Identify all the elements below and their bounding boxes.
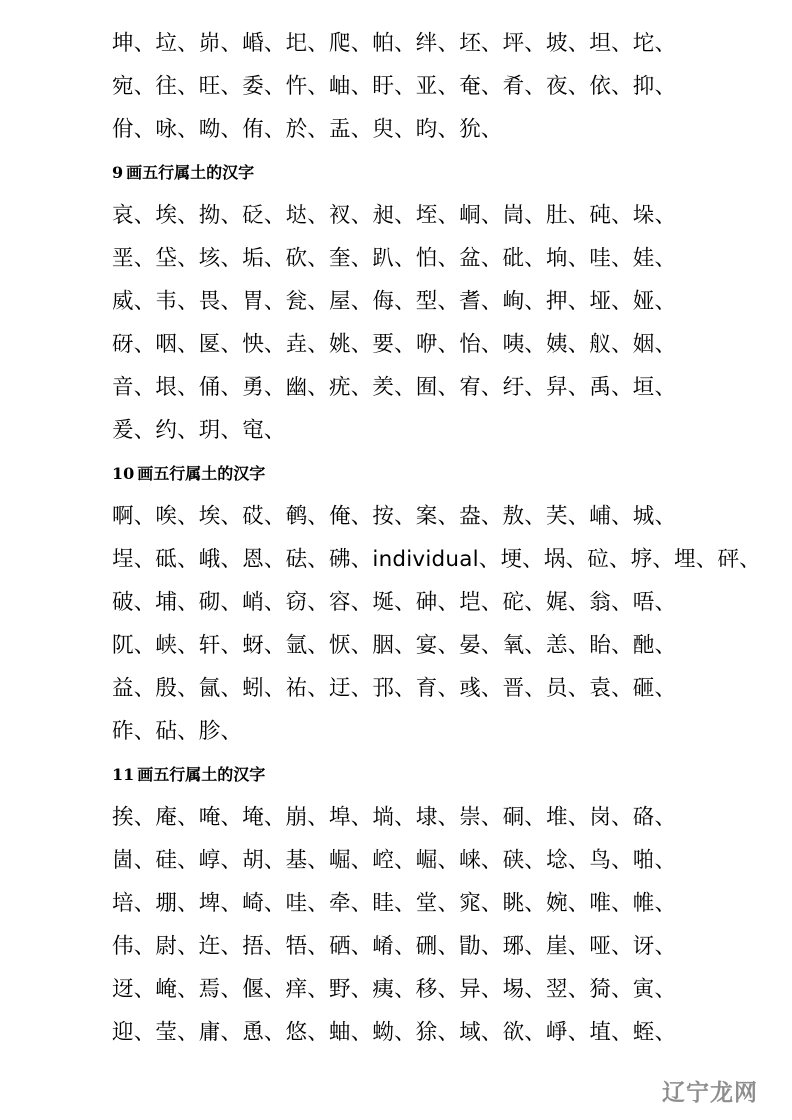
char-block-9stroke — [112, 194, 684, 452]
char-line: 威、韦、畏、胃、瓮、屋、侮、型、耆、峋、押、垭、娅、 — [112, 289, 677, 314]
char-line: 破、埔、砌、峭、窃、容、埏、砷、垲、砣、娓、翁、唔、 — [112, 590, 677, 615]
section-heading-9 — [112, 151, 684, 194]
char-line: 迎、莹、庸、恿、悠、蚰、蚴、狳、域、欲、崢、埴、蛭、 — [112, 1020, 677, 1045]
char-line: 宛、往、旺、委、忤、岫、盱、亚、奄、肴、夜、依、抑、 — [112, 74, 677, 99]
char-line: 益、殷、氤、蚓、祐、迂、邘、育、彧、晋、员、袁、砸、 — [112, 676, 677, 701]
stroke-count: 11 — [112, 765, 135, 784]
char-line: 挨、庵、唵、埯、崩、埠、埫、埭、崇、硐、堆、岗、硌、 — [112, 805, 677, 830]
char-line: 埕、砥、峨、恩、砝、砩、individual、埂、埚、砬、垿、埋、砰、 — [112, 547, 761, 572]
char-block-10stroke — [112, 495, 761, 753]
char-line: 垩、垈、垓、垢、砍、奎、趴、怕、盆、砒、垧、哇、娃、 — [112, 246, 677, 271]
section-heading-10 — [112, 452, 684, 495]
char-line: 啊、唉、埃、砹、鹌、俺、按、案、盎、敖、芺、峬、城、 — [112, 504, 677, 529]
watermark — [642, 1070, 778, 1110]
char-block-8stroke — [112, 22, 684, 151]
char-line: 爰、约、玥、窀、 — [112, 418, 286, 443]
char-line: 伟、尉、迕、捂、牾、硒、崤、硎、勖、琊、崖、哑、讶、 — [112, 934, 677, 959]
char-line: 迓、崦、焉、偃、痒、野、痍、移、异、埸、翌、猗、寅、 — [112, 977, 677, 1002]
char-line: 哀、埃、拗、砭、垯、衩、昶、垤、峒、峝、肚、砘、垛、 — [112, 203, 677, 228]
char-line: 阢、峡、轩、蚜、氩、恹、胭、宴、晏、氧、恙、眙、酏、 — [112, 633, 677, 658]
char-line: 崮、硅、崞、胡、基、崛、崆、崛、崃、硖、埝、鸟、啪、 — [112, 848, 677, 873]
document-content — [112, 22, 761, 1054]
char-line: 佾、咏、呦、侑、於、盂、臾、昀、狁、 — [112, 117, 503, 142]
watermark-text: 辽宁龙网 — [662, 1079, 758, 1106]
char-block-11stroke — [112, 796, 684, 1054]
stroke-count: 10 — [112, 464, 135, 483]
heading-text: 画五行属土的汉字 — [137, 765, 266, 784]
char-line: 音、垠、俑、勇、幽、疣、羑、囿、宥、纡、舁、禹、垣、 — [112, 375, 677, 400]
char-line: 坤、垃、峁、崏、圯、爬、帕、绊、坯、坪、坡、坦、坨、 — [112, 31, 677, 56]
heading-text: 画五行属土的汉字 — [137, 464, 266, 483]
char-line: 砟、砧、胗、 — [112, 719, 243, 744]
char-line: 培、堋、埤、崎、哇、牵、眭、堂、窕、眺、婉、唯、帷、 — [112, 891, 677, 916]
heading-text: 画五行属土的汉字 — [126, 163, 255, 182]
char-line: 砑、咽、匽、怏、垚、姚、要、咿、怡、咦、姨、舣、姻、 — [112, 332, 677, 357]
section-heading-11 — [112, 753, 684, 796]
stroke-count: 9 — [112, 163, 124, 182]
